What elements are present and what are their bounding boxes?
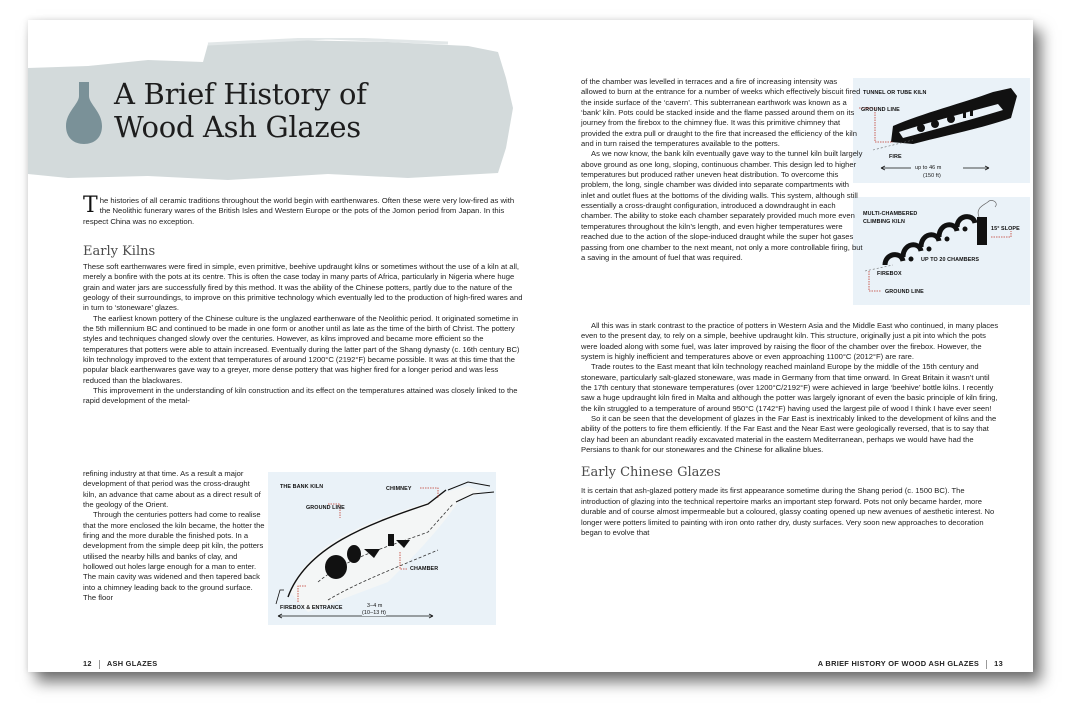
page-number: 12 <box>83 659 92 668</box>
label-firebox: FIREBOX <box>877 271 902 277</box>
paragraph: All this was in stark contrast to the practice of potters in Western Asia and the Middle East who continued, in many places even to the present day, to rely on a simple, beehive updraught kiln. This structure, originally just a pit into which the pots were loaded along with some fuel, was later improved by raising the floor of the chamber over the firebox. However, the system is highly inefficient and temperatures above or even approaching 1100°C (2012°F) are rare. <box>581 321 999 362</box>
paragraph: of the chamber was levelled in terraces and a fire of increasing intensity was allowed to burn at the entrance for a number of weeks which effectively biscuit fired the inside surface of the ‘cavern’. This subterranean earthwork was known as a ‘bank’ kiln. Pots could be stacked inside and the flame passed around them on its journey from the firebox to the chimney flue. It was this primitive chimney that provided the extra pull or draught to the fire that increased the efficiency of the kiln and in turn raised the temperatures available to the potters. <box>581 77 861 149</box>
page-number: 13 <box>994 659 1003 668</box>
label-chimney: CHIMNEY <box>386 486 412 492</box>
narrow-column-text <box>83 469 265 603</box>
left-page <box>28 20 531 672</box>
label-chambers: UP TO 20 CHAMBERS <box>921 257 980 263</box>
figure-title-line-2: CLIMBING KILN <box>863 219 906 225</box>
figure-title: THE BANK KILN <box>280 484 324 490</box>
label-fire: FIRE <box>889 154 902 160</box>
right-column-text <box>581 77 863 263</box>
intro-text: he histories of all ceramic traditions throughout the world begin with earthenwares. Often these were very low-fired as with the Neolithic funerary wares of the British Isles and Western Europe or the pots of the Jomon period from Japan. In this respect China was no exception. <box>83 196 515 226</box>
figure-title-line-1: MULTI-CHAMBERED <box>863 211 918 217</box>
intro-paragraph <box>83 193 523 227</box>
paragraph: refining industry at that time. As a result a major development of that period was the cross-draught kiln, an advance that came about as a direct result of the geology of the Orient. <box>83 469 261 510</box>
figure-bank-kiln <box>268 472 496 625</box>
paragraph: Trade routes to the East meant that kiln technology reached mainland Europe by the middle of the 15th century and stoneware, particularly salt-glazed stoneware, was made in Germany from that time onward. In Great Britain it wasn’t until the 17th century that stoneware temperatures (over 1200°C/2192°F) were achieved in large ‘beehive’ bottle kilns. I recently saw a huge updraught kiln fired in Malta and although the potter was largely ignorant of even the basic principle of kiln firing, the kiln struggled to a temperature of around 950°C (1742°F) having used the largest pile of wood I think I have ever seen! <box>581 362 998 413</box>
paragraph: Through the centuries potters had come to realise that the more enclosed the kiln became, the hotter the firing and the more durable the finished pots. In a development from the simple deep pit kiln, the potters utilised the nearby hills and banks of clay, and hollowed out holes large enough for a man to enter. The main cavity was widened and then tapered back into a chimney leading back to the ground surface. The floor <box>83 510 265 603</box>
paragraph: This improvement in the understanding of kiln construction and its effect on the temperatures attained was closely linked to the rapid development of the metal- <box>83 386 518 406</box>
title-line-1: A Brief History of <box>114 77 367 111</box>
label-length-m: up to 46 m <box>915 165 942 171</box>
paragraph: So it can be seen that the development of glazes in the Far East is inextricably linked to the development of kilns and the ability of the potters to fire them efficiently. If the Far East and the Near East were geologically reversed, that is to say that clay had been an abundant readily excavated material in the eastern Mediterranean, perhaps we would have had the Persians to thank for our stonewares and the Chinese for alkaline blues. <box>581 414 997 455</box>
footer-divider <box>986 660 987 669</box>
running-head: ASH GLAZES <box>106 659 158 668</box>
paragraph: As we now know, the bank kiln eventually gave way to the tunnel kiln built largely above ground as one long, sloping, continuous chamber. This design led to higher temperatures but produced rather uneven heat distribution. To overcome this problem, the long, single chamber was divided into separate compartments with inlet and outlet flues at the bottoms of the dividing walls. This system, although still essentially a cross-draught configuration, introduced a downdraught in each chamber. The ability to stoke each chamber separately provided much more even temperatures throughout the kiln’s length, and even higher temperatures were reached due to the action of the slope-induced draught while the super hot gases passing from one chamber to the next meant, not only a more controllable firing, but a saving in the amount of fuel that was required. <box>581 149 863 262</box>
drop-cap: T <box>83 193 98 218</box>
running-head: A BRIEF HISTORY OF WOOD ASH GLAZES <box>817 659 980 668</box>
paragraph: The earliest known pottery of the Chinese culture is the unglazed earthenware of the Neolithic period. It originated sometime in the 5th millennium BC and continued to be made in one form or another until as late as the time of the birth of Christ. The pottery styles and techniques changed slowly over the centuries. However, as kilns improved and became more efficient so the temperatures that potters were able to attain increased. Eventually during the latter part of the Shang dynasty (c. 16th century BC) kiln technology improved to the extent that temperatures of around 1200°C (2192°F) became possible. It was at this time that the popular black earthenwares gave way to a greyer, more dense pottery that was higher fired for a longer period and was less reduced than the blackwares. <box>83 313 520 385</box>
early-kilns-text <box>83 262 523 407</box>
figure-climbing-kiln <box>853 197 1030 305</box>
title-line-2: Wood Ash Glazes <box>114 110 361 144</box>
vase-icon <box>64 82 104 144</box>
heading-early-kilns: Early Kilns <box>83 244 156 259</box>
right-page <box>531 20 1033 672</box>
figure-title: TUNNEL OR TUBE KILN <box>863 90 927 96</box>
label-ground-line: GROUND LINE <box>861 107 900 113</box>
footer-right <box>818 659 1003 669</box>
footer-left <box>83 659 157 669</box>
label-length-m: 3–4 m <box>367 603 383 609</box>
label-ground-line: GROUND LINE <box>306 505 345 511</box>
label-chamber: CHAMBER <box>410 566 439 572</box>
label-firebox-entrance: FIREBOX & ENTRANCE <box>280 605 343 611</box>
label-slope: 15° SLOPE <box>991 226 1020 232</box>
label-length-ft: (150 ft) <box>923 173 941 179</box>
footer-divider <box>99 660 100 669</box>
label-ground-line: GROUND LINE <box>885 289 924 295</box>
right-wide-text <box>581 321 1001 538</box>
page-title <box>114 78 367 144</box>
paragraph: It is certain that ash-glazed pottery made its first appearance sometime during the Shang period (c. 1500 BC). The introduction of glazing into the technical repertoire marks an important step forward. Pots not only became harder, more durable and of course almost impermeable but a coloured, glassy coating opened up new avenues of aesthetic interest. No longer were potters limited to painting with iron onto rather dry, dusty surfaces. Very soon new approaches to decoration began to evolve that <box>581 486 995 537</box>
label-length-ft: (10–13 ft) <box>362 610 387 616</box>
book-spread <box>28 20 1033 672</box>
paragraph: These soft earthenwares were fired in simple, even primitive, beehive updraught kilns or sometimes without the use of a kiln at all, merely a bonfire with the pots at its centre. This is often the case today in many parts of Africa, particularly in Nigeria where huge grain and water jars are successfully fired by this method. It was the ability of the Chinese potters, partly due to the nature of the geology of their surroundings, to improve on this primitive technology which eventually led to the production of high-fired wares and in turn to ‘stoneware’ glazes. <box>83 262 523 313</box>
figure-tunnel-kiln <box>853 78 1030 183</box>
heading-early-chinese-glazes: Early Chinese Glazes <box>581 465 721 481</box>
